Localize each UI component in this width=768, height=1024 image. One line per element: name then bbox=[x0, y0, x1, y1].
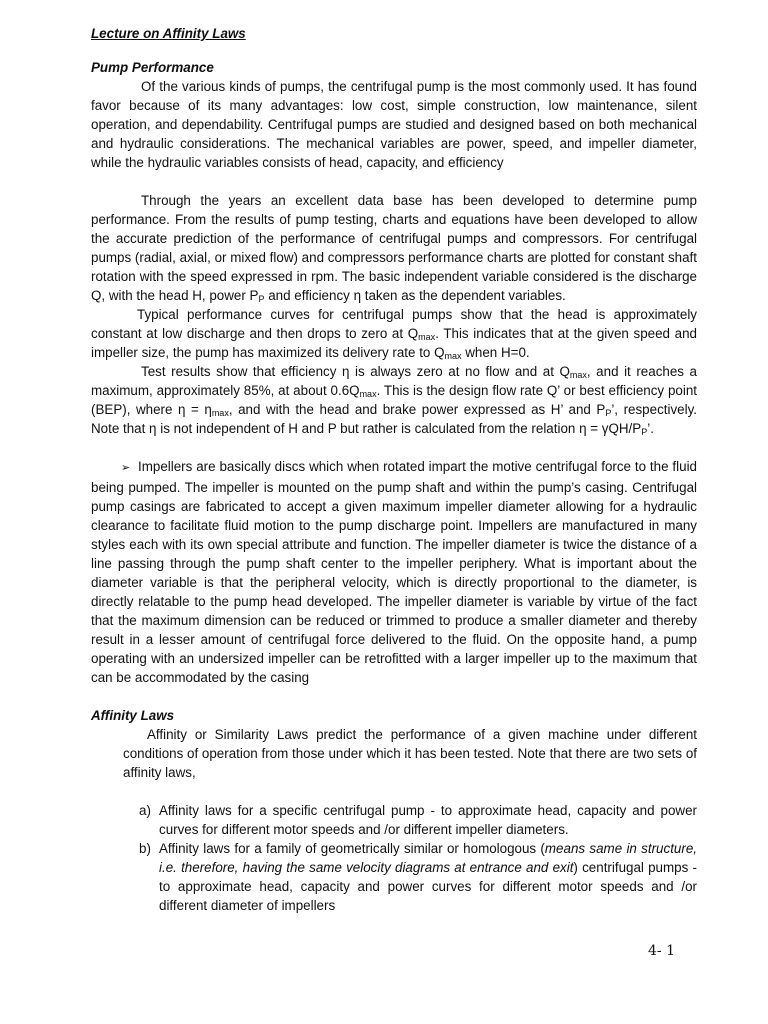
affinity-laws-heading: Affinity Laws bbox=[91, 708, 175, 723]
subscript: max bbox=[211, 408, 229, 418]
text-run: Typical performance curves for centrifugal pumps show that the head is approximately constant at low discharge and then drops to zero at Q bbox=[91, 307, 697, 341]
document-title: Lecture on Affinity Laws bbox=[91, 26, 246, 41]
text-run: ’, respectively. Note that η is not independent of H and P but rather is calculated from the relation η = γQH/P bbox=[91, 402, 697, 436]
paragraph-affinity-intro: Affinity or Similarity Laws predict the performance of a given machine under different conditions of operation from those under which it has been tested. Note that there are two sets of affinity laws, bbox=[123, 727, 697, 780]
paragraph-impellers bbox=[91, 457, 697, 687]
text-run: Impellers are basically discs which when rotated impart the motive centrifugal force to the fluid being pumped. The impeller is mounted on the pump shaft and within the pump’s casing. Centrifugal pump casings are fabricated to accept a given maximum impeller diameter allowing for a hydraulic clearance to facilitate fluid motion to the pump discharge point. Impellers are manufactured in many styles each with its own special attribute and function. The impeller diameter is twice the distance of a line passing through the pump shaft center to the impeller periphery. What is important about the diameter variable is that the peripheral velocity, which is directly proportional to the diameter, is directly relatable to the pump head developed. The impeller diameter is variable by virtue of the fact that the maximum dimension can be reduced or trimmed to produce a smaller diameter and thereby result in a lesser amount of centrifugal force delivered to the fluid. On the opposite hand, a pump operating with an undersized impeller can be retrofitted with a larger impeller up to the maximum that can be accommodated by the casing bbox=[91, 459, 697, 685]
subscript: P bbox=[641, 427, 648, 437]
subscript: P bbox=[605, 408, 612, 418]
text-run: Test results show that efficiency η is always zero at no flow and at Q bbox=[141, 364, 570, 379]
text-run: , and it reaches a maximum, approximately 85%, at about 0.6Q bbox=[91, 364, 697, 398]
text-run: . This indicates that at the given speed and impeller size, the pump has maximized its delivery rate to Q bbox=[91, 326, 697, 360]
list-item-text: Affinity laws for a specific centrifugal pump - to approximate head, capacity and power curves for different motor speeds and /or different impeller diameters. bbox=[159, 803, 697, 837]
arrow-bullet-icon: ➢ bbox=[121, 462, 131, 474]
list-item bbox=[139, 839, 697, 915]
subscript: max bbox=[418, 332, 436, 342]
text-run: when H=0. bbox=[461, 345, 530, 360]
list-item-emphasis: means same in structure, i.e. therefore, having the same velocity diagrams at entrance and exit bbox=[159, 841, 697, 875]
page-content bbox=[91, 24, 697, 915]
paragraph-database bbox=[91, 191, 697, 305]
text-run: and efficiency η taken as the dependent variables. bbox=[264, 288, 566, 303]
paragraph-performance-curves bbox=[91, 305, 697, 362]
pump-performance-heading: Pump Performance bbox=[91, 60, 214, 75]
list-item-text: Affinity laws for a family of geometrically similar or homologous ( bbox=[159, 841, 545, 856]
text-run: Through the years an excellent data base has been developed to determine pump performance. From the results of pump testing, charts and equations have been developed to allow the accurate prediction of the performance of centrifugal pumps and compressors. For centrifugal pumps (radial, axial, or mixed flow) and compressors performance charts are plotted for constant shaft rotation with the speed expressed in rpm. The basic independent variable considered is the discharge Q, with the head H, power P bbox=[91, 193, 697, 303]
paragraph-pump-intro: Of the various kinds of pumps, the centrifugal pump is the most commonly used. It has found favor because of its many advantages: low cost, simple construction, low maintenance, silent operation, and dependability. Centrifugal pumps are studied and designed based on both mechanical and hydraulic considerations. The mechanical variables are power, speed, and impeller diameter, while the hydraulic variables consists of head, capacity, and efficiency bbox=[91, 79, 697, 170]
list-item-text: ) centrifugal pumps - to approximate head, capacity and power curves for different motor speeds and /or different diameter of impellers bbox=[159, 860, 697, 913]
page-number: 4- 1 bbox=[648, 943, 675, 959]
subscript: max bbox=[444, 351, 462, 361]
list-item bbox=[139, 801, 697, 839]
subscript: P bbox=[258, 294, 265, 304]
affinity-laws-list bbox=[91, 801, 697, 915]
subscript: max bbox=[359, 389, 377, 399]
paragraph-efficiency bbox=[91, 362, 697, 438]
text-run: . This is the design flow rate Q’ or best efficiency point (BEP), where η = η bbox=[91, 383, 697, 417]
subscript: max bbox=[569, 370, 587, 380]
text-run: , and with the head and brake power expressed as H’ and P bbox=[228, 402, 606, 417]
list-item-label: a) bbox=[139, 803, 151, 818]
text-run: ’. bbox=[647, 421, 654, 436]
list-item-label: b) bbox=[139, 841, 151, 856]
